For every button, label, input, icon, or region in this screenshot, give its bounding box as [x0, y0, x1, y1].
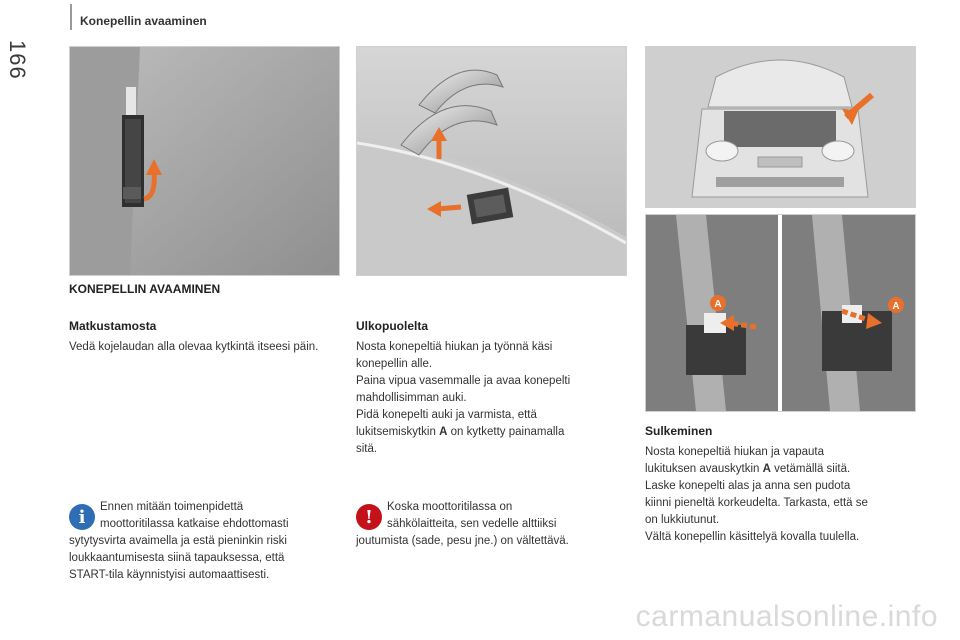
photo-vehicle-front	[645, 46, 916, 208]
warning-line-1: Koska moottoritilassa on	[387, 501, 513, 513]
label-a-right: A	[892, 301, 900, 312]
info-note	[69, 499, 344, 584]
outside-line-2: konepellin alle.	[356, 358, 433, 370]
photo-interior-release	[69, 46, 340, 276]
info-line-3: sytytysvirta avaimella ja estä pieninkin riski	[69, 535, 287, 547]
warning-icon: !	[356, 504, 382, 530]
header-divider	[70, 4, 72, 30]
inside-text: Vedä kojelaudan alla olevaa kytkintä itseesi päin.	[69, 341, 319, 353]
closing-line-3: Laske konepelti alas ja anna sen pudota	[645, 480, 851, 492]
inside-title: Matkustamosta	[69, 319, 157, 333]
outside-text	[356, 339, 626, 458]
page-header-title: Konepellin avaaminen	[80, 14, 207, 28]
section-title: KONEPELLIN AVAAMINEN	[69, 282, 221, 296]
outside-line-5: Pidä konepelti auki ja varmista, että	[356, 409, 537, 421]
outside-line-7: sitä.	[356, 443, 378, 455]
page-number: 166	[5, 40, 30, 80]
label-a-left: A	[714, 299, 722, 310]
warning-line-2: sähkölaitteita, sen vedelle alttiiksi	[387, 518, 557, 530]
info-line-2: moottoritilassa katkaise ehdottomasti	[100, 518, 289, 530]
interior-release-illustration	[70, 47, 339, 275]
closing-line-2: lukituksen avauskytkin A vetämällä siitä.	[645, 463, 851, 475]
closing-line-1: Nosta konepeltiä hiukan ja vapauta	[645, 446, 825, 458]
closing-line-5: on lukkiutunut.	[645, 514, 720, 526]
vehicle-front-illustration	[646, 47, 915, 207]
photo-exterior-lever	[356, 46, 627, 276]
info-line-1: Ennen mitään toimenpidettä	[100, 501, 244, 513]
closing-lever-illustration	[646, 215, 915, 411]
closing-line-6: Vältä konepellin käsittelyä kovalla tuulella.	[645, 531, 860, 543]
outside-line-6: lukitsemiskytkin A on kytketty painamalla	[356, 426, 565, 438]
info-line-5: START-tila käynnistyisi automaattisesti.	[69, 569, 270, 581]
outside-line-1: Nosta konepeltiä hiukan ja työnnä käsi	[356, 341, 553, 353]
closing-title: Sulkeminen	[645, 424, 713, 438]
closing-text	[645, 444, 920, 546]
warning-line-3: joutumista (sade, pesu jne.) on vältettävä.	[356, 535, 569, 547]
warning-note	[356, 499, 631, 550]
outside-line-3: Paina vipua vasemmalle ja avaa konepelti	[356, 375, 571, 387]
outside-line-4: mahdollisimman auki.	[356, 392, 467, 404]
photo-closing-lever	[645, 214, 916, 412]
info-icon: i	[69, 504, 95, 530]
info-line-4: loukkaantumisesta siinä tapauksessa, että	[69, 552, 285, 564]
outside-title: Ulkopuolelta	[356, 319, 429, 333]
watermark: carmanualsonline.info	[635, 600, 938, 633]
exterior-lever-illustration	[357, 47, 626, 275]
closing-line-4: kiinni pieneltä korkeudelta. Tarkasta, että se	[645, 497, 868, 509]
